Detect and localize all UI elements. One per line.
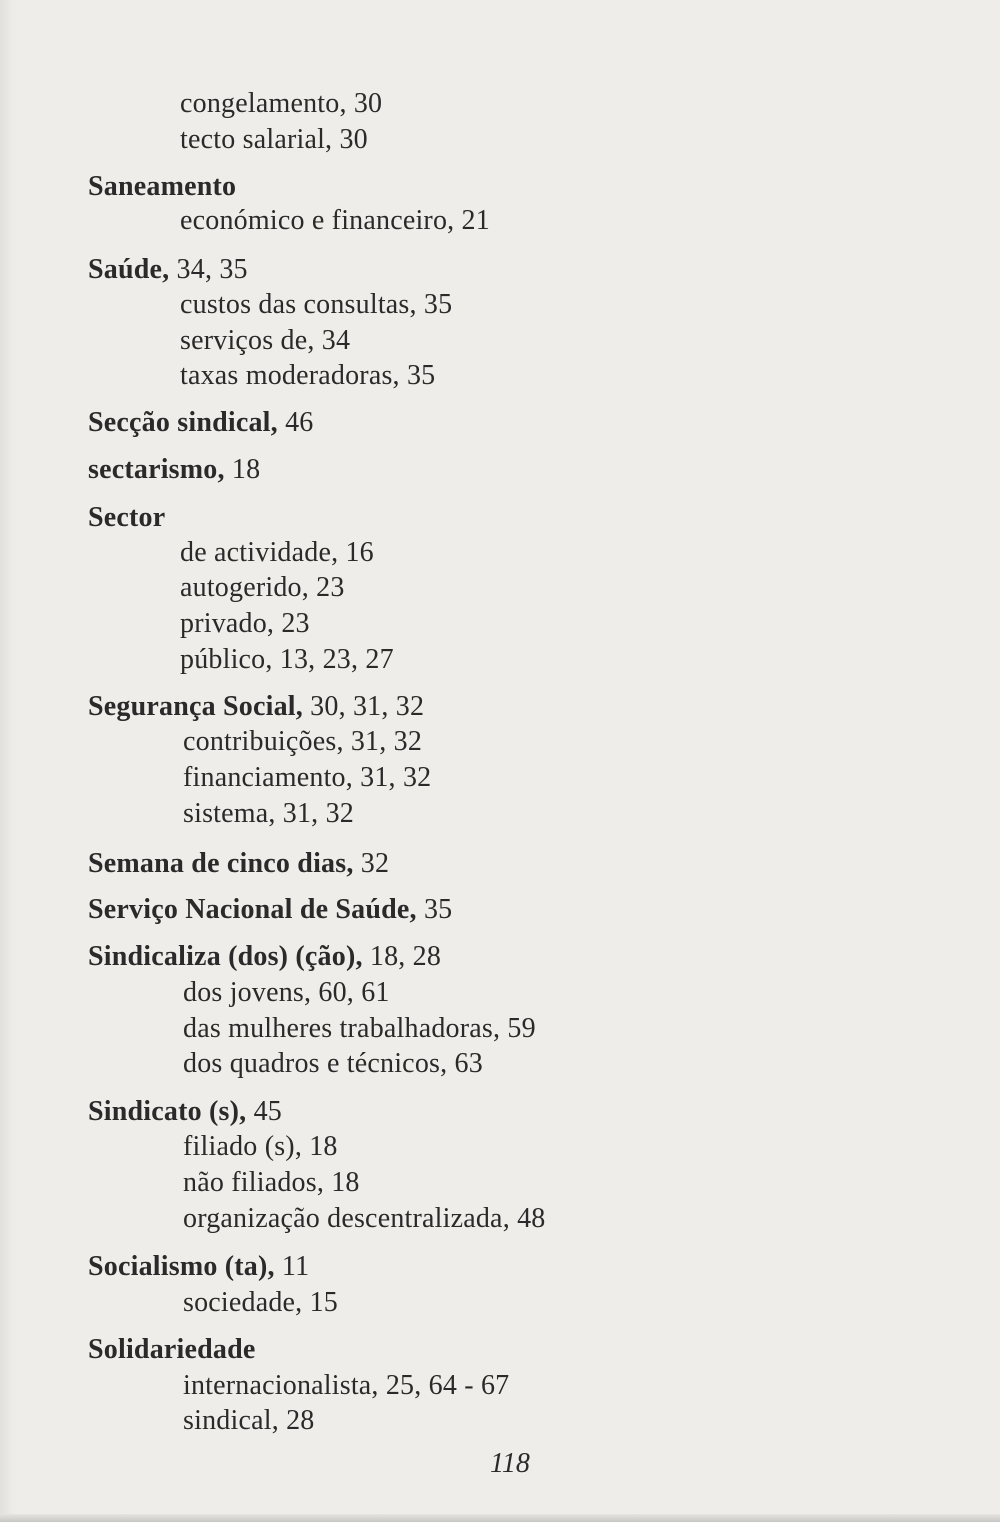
index-pages: 45 [246,1096,282,1127]
index-subentry: autogerido, 23 [180,572,345,603]
index-pages: 18 [224,454,261,485]
index-entry [88,941,441,973]
index-entry [88,1334,256,1366]
index-subentry: privado, 23 [180,608,310,639]
index-term: Socialismo (ta), [88,1251,275,1282]
index-pages: 30, 31, 32 [302,691,425,722]
index-pages: 46 [277,407,314,438]
index-pages: 35 [416,894,453,925]
index-term: Solidariedade [88,1334,256,1365]
index-entry [88,454,260,486]
index-subentry: tecto salarial, 30 [180,124,368,155]
index-term: Saneamento [88,171,237,202]
page-number: 118 [490,1448,530,1479]
index-term: Segurança Social, [88,691,303,722]
index-entry [88,171,236,203]
index-subentry: sindical, 28 [183,1405,315,1436]
index-pages: 34, 35 [169,254,248,285]
index-term: Sindicato (s), [88,1096,247,1127]
index-pages: 18, 28 [362,941,442,972]
index-subentry: dos quadros e técnicos, 63 [183,1048,483,1079]
index-subentry: serviços de, 34 [180,325,351,356]
index-entry [88,894,452,926]
index-subentry: congelamento, 30 [180,88,383,119]
index-subentry: das mulheres trabalhadoras, 59 [183,1013,536,1044]
index-subentry: financiamento, 31, 32 [183,762,432,793]
page-edge [0,0,14,1522]
index-entry [88,254,248,286]
index-subentry: organização descentralizada, 48 [183,1203,546,1234]
index-term: Serviço Nacional de Saúde, [88,894,417,925]
index-term: sectarismo, [88,454,225,485]
index-subentry: sociedade, 15 [183,1287,338,1318]
index-subentry: internacionalista, 25, 64 - 67 [183,1370,510,1401]
index-subentry: filiado (s), 18 [183,1131,338,1162]
index-pages: 32 [353,848,390,879]
index-subentry: sistema, 31, 32 [183,798,354,829]
index-entry [88,502,165,534]
index-term: Secção sindical, [88,407,278,438]
index-subentry: custos das consultas, 35 [180,289,453,320]
index-term: Saúde, [88,254,170,285]
index-entry [88,1096,282,1128]
index-term: Sindicaliza (dos) (ção), [88,941,363,972]
index-entry [88,407,313,439]
index-subentry: público, 13, 23, 27 [180,644,394,675]
index-term: Semana de cinco dias, [88,848,354,879]
index-entry [88,848,389,880]
index-pages: 11 [274,1251,310,1282]
index-entry [88,691,424,723]
index-entry [88,1251,309,1283]
index-subentry: de actividade, 16 [180,537,374,568]
index-term: Sector [88,502,166,533]
bleed-through-text [480,80,920,116]
page-edge-bottom [0,1514,1000,1522]
index-subentry: não filiados, 18 [183,1167,360,1198]
index-subentry: dos jovens, 60, 61 [183,977,390,1008]
index-subentry: taxas moderadoras, 35 [180,360,436,391]
index-subentry: contribuições, 31, 32 [183,726,423,757]
index-subentry: económico e financeiro, 21 [180,205,490,236]
